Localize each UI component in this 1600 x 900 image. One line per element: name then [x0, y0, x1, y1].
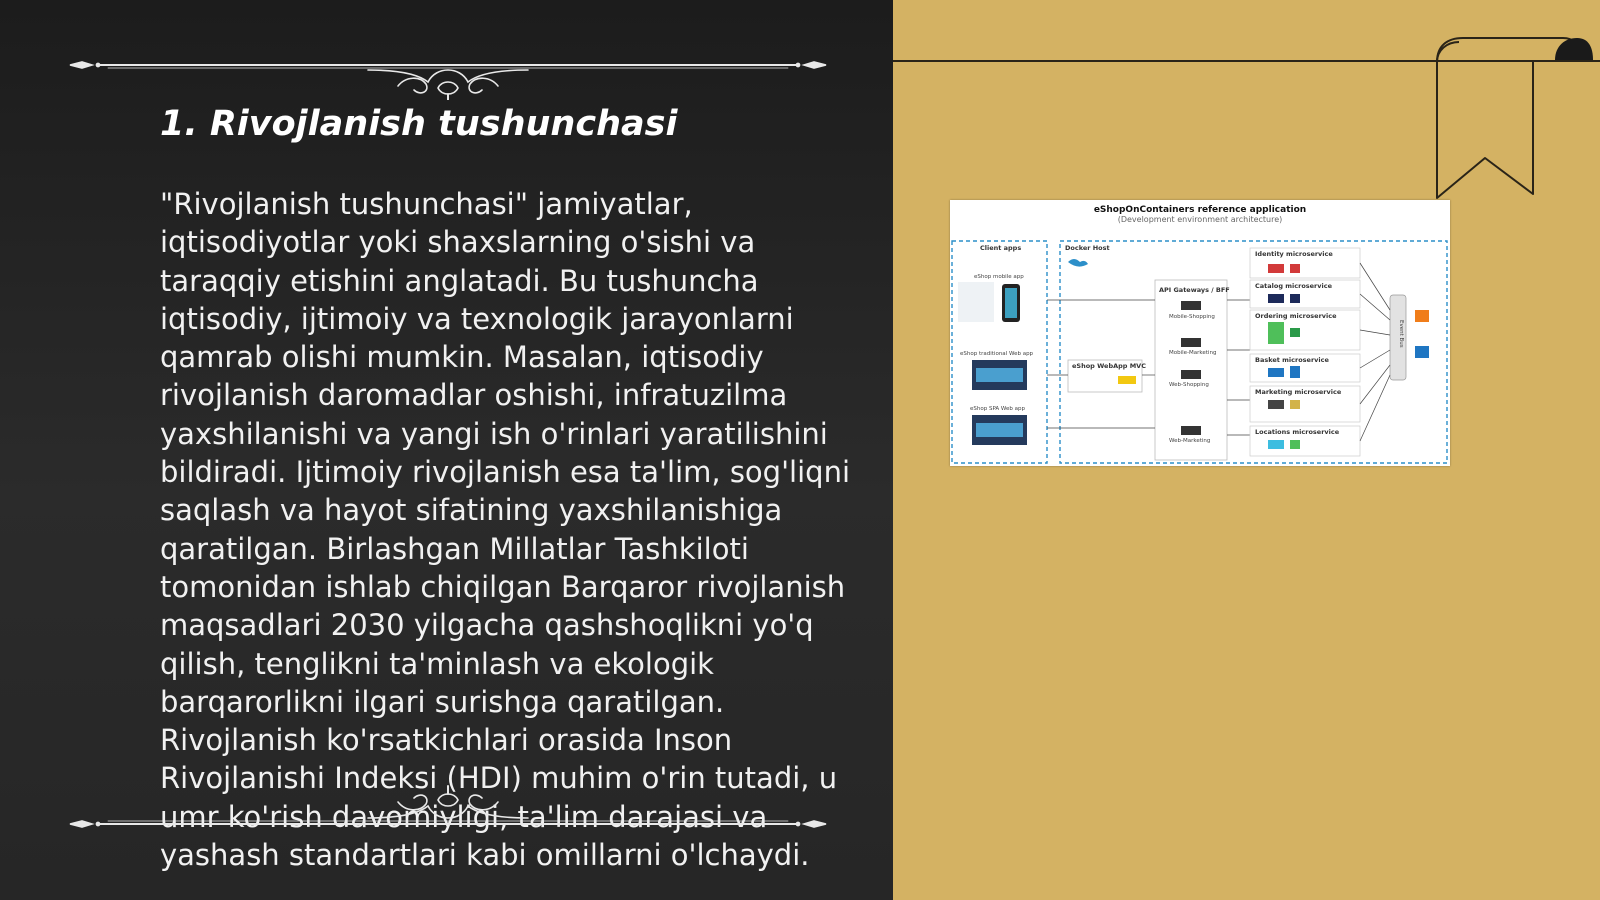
- microservice-label: Basket microservice: [1255, 356, 1329, 364]
- client-apps-label: Client apps: [980, 244, 1022, 252]
- gateway-item: Web-Marketing: [1169, 438, 1211, 444]
- service-bus-icon: [1415, 346, 1429, 358]
- client-mobile-label: eShop mobile app: [974, 274, 1024, 280]
- microservices: [1250, 248, 1360, 456]
- gateway-item: Web-Shopping: [1169, 382, 1209, 388]
- microservice-label: Catalog microservice: [1255, 282, 1332, 290]
- slide-title: 1. Rivojlanish tushunchasi: [160, 104, 678, 144]
- rabbitmq-icon: [1415, 310, 1429, 322]
- webapp-label: eShop WebApp MVC: [1072, 362, 1146, 370]
- microservice-label: Identity microservice: [1255, 250, 1333, 258]
- bottom-ornament: [68, 782, 828, 842]
- architecture-diagram-graphic: [950, 200, 1450, 466]
- top-ornament: [68, 40, 828, 100]
- event-bus-label: Event Bus: [1398, 320, 1404, 348]
- client-spa-label: eShop SPA Web app: [970, 406, 1026, 412]
- docker-host-label: Docker Host: [1065, 244, 1110, 252]
- slide-body-text: "Rivojlanish tushunchasi" jamiyatlar, iqtisodiyotlar yoki shaxslarning o'sishi va taraqqiy etishini anglatadi. Bu tushuncha iqtisodiy, ijtimoiy va texnologik jarayonlarni qamrab olishi mumkin. Masalan, iqtisodiy rivojlanish daromadlar oshishi, infratuzilma yaxshilanishi va yangi ish o'rinlari yaratilishini bildiradi. Ijtimoiy rivojlanish esa ta'lim, sog'liqni saqlash va hayot sifatining yaxshilanishiga qaratilgan. Birlashgan Millatlar Tashkiloti tomonidan ishlab chiqilgan Barqaror rivojlanish maqsadlari 2030 yilgacha qashshoqlikni yo'q qilish, tenglikni ta'minlash va ekologik barqarorlikni ilgari surishga qaratilgan. Rivojlanish ko'rsatkichlari orasida Inson Rivojlanishi Indeksi (HDI) muhim o'rin tutadi, u umr ko'rish davomiyligi, ta'lim darajasi va yashash standartlari kabi omillarni o'lchaydi.: [160, 187, 851, 873]
- docker-icon: [1068, 259, 1088, 267]
- diagram-title: eShopOnContainers reference application: [1093, 205, 1307, 215]
- bookmark-ribbon: [1433, 32, 1593, 202]
- microservice-label: Marketing microservice: [1255, 388, 1342, 396]
- microservice-label: Ordering microservice: [1255, 312, 1337, 320]
- microservice-label: Locations microservice: [1255, 428, 1340, 436]
- gateway-label: API Gateways / BFF: [1159, 286, 1230, 294]
- gateway-item: Mobile-Marketing: [1169, 350, 1217, 356]
- client-traditional-web-label: eShop traditional Web app: [960, 351, 1034, 357]
- gateway-item: Mobile-Shopping: [1169, 314, 1215, 320]
- diagram-subtitle: (Development environment architecture): [1117, 215, 1283, 224]
- architecture-diagram: [950, 200, 1450, 466]
